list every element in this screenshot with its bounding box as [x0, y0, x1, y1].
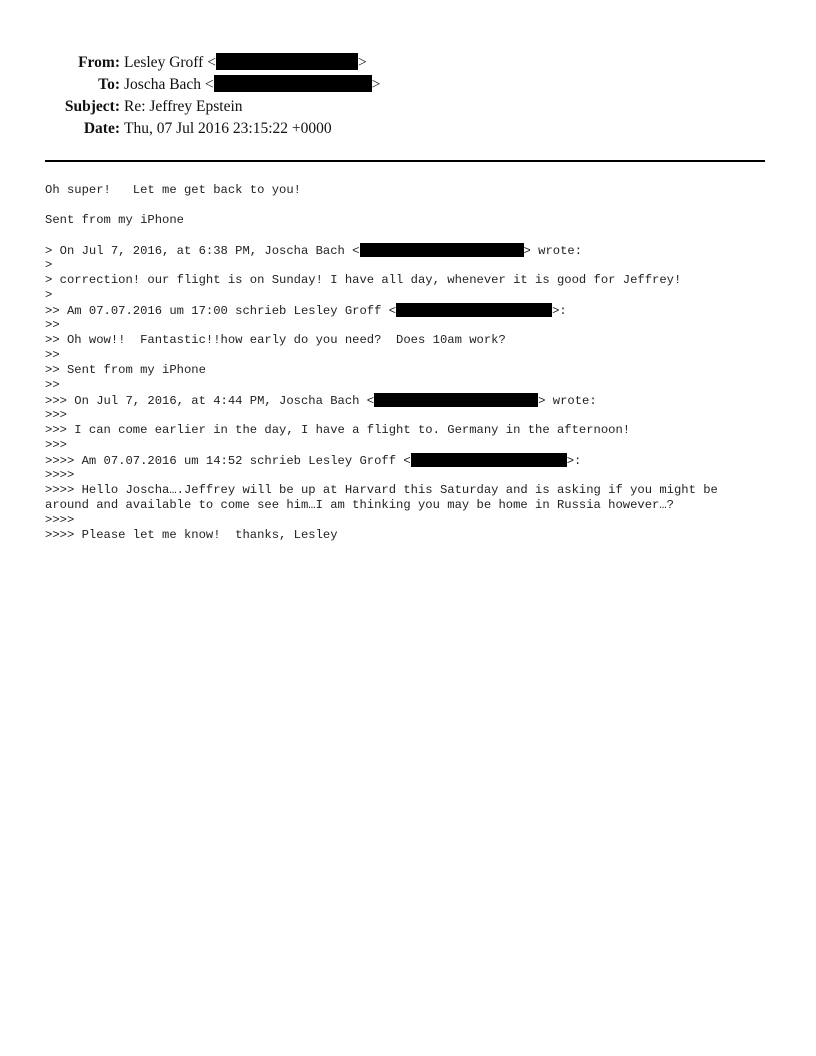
body-line: > [45, 258, 53, 272]
body-line: >>>> [45, 513, 75, 527]
redaction-box [214, 75, 372, 92]
body-line: >> [45, 378, 60, 392]
body-line: >> Sent from my iPhone [45, 363, 206, 377]
body-line [45, 453, 775, 468]
body-line: Sent from my iPhone [45, 213, 184, 227]
redaction-box [216, 53, 358, 70]
body-line: around and available to come see him…I am thinking you may be home in Russia however…? [45, 498, 674, 512]
quote-text: > On Jul 7, 2016, at 6:38 PM, Joscha Bach < [45, 244, 360, 258]
body-line: >> Oh wow!! Fantastic!!how early do you need? Does 10am work? [45, 333, 506, 347]
from-name: Lesley Groff < [124, 54, 216, 71]
body-line: Oh super! Let me get back to you! [45, 183, 301, 197]
body-line: >> [45, 348, 60, 362]
from-end: > [357, 54, 367, 71]
body-line: > correction! our flight is on Sunday! I have all day, whenever it is good for Jeffrey! [45, 273, 682, 287]
body-line: >>> [45, 438, 67, 452]
quote-text: >> Am 07.07.2016 um 17:00 schrieb Lesley Groff < [45, 304, 397, 318]
body-line: >>>> Hello Joscha….Jeffrey will be up at Harvard this Saturday and is asking if you might be [45, 483, 718, 497]
from-value [124, 52, 367, 74]
redaction-box [360, 243, 524, 257]
redaction-box [396, 303, 552, 317]
body-line [45, 303, 775, 318]
body-line: >> [45, 318, 60, 332]
body-line: > [45, 288, 53, 302]
subject-value: Re: Jeffrey Epstein [124, 98, 243, 115]
body-line: >>>> Please let me know! thanks, Lesley [45, 528, 338, 542]
body-line: >>> [45, 408, 67, 422]
to-name: Joscha Bach < [124, 76, 214, 93]
email-body [45, 183, 775, 543]
quote-text: >>>> Am 07.07.2016 um 14:52 schrieb Lesley Groff < [45, 454, 411, 468]
from-label: From: [78, 54, 120, 71]
body-line [45, 243, 775, 258]
quote-text: >: [566, 454, 582, 468]
to-value [124, 74, 380, 96]
to-end: > [371, 76, 381, 93]
date-label: Date: [83, 120, 120, 137]
quote-text: >: [552, 304, 567, 318]
quote-text: >>> On Jul 7, 2016, at 4:44 PM, Joscha Bach < [45, 394, 375, 408]
redaction-box [374, 393, 538, 407]
quote-text: > wrote: [523, 244, 583, 258]
subject-label: Subject: [64, 98, 120, 115]
to-label: To: [98, 76, 120, 93]
header-divider [45, 160, 765, 162]
body-line [45, 393, 775, 408]
body-line: >>>> [45, 468, 75, 482]
body-line: >>> I can come earlier in the day, I have a flight to. Germany in the afternoon! [45, 423, 631, 437]
quote-text: > wrote: [538, 394, 597, 408]
date-value: Thu, 07 Jul 2016 23:15:22 +0000 [124, 120, 332, 137]
redaction-box [411, 453, 567, 467]
